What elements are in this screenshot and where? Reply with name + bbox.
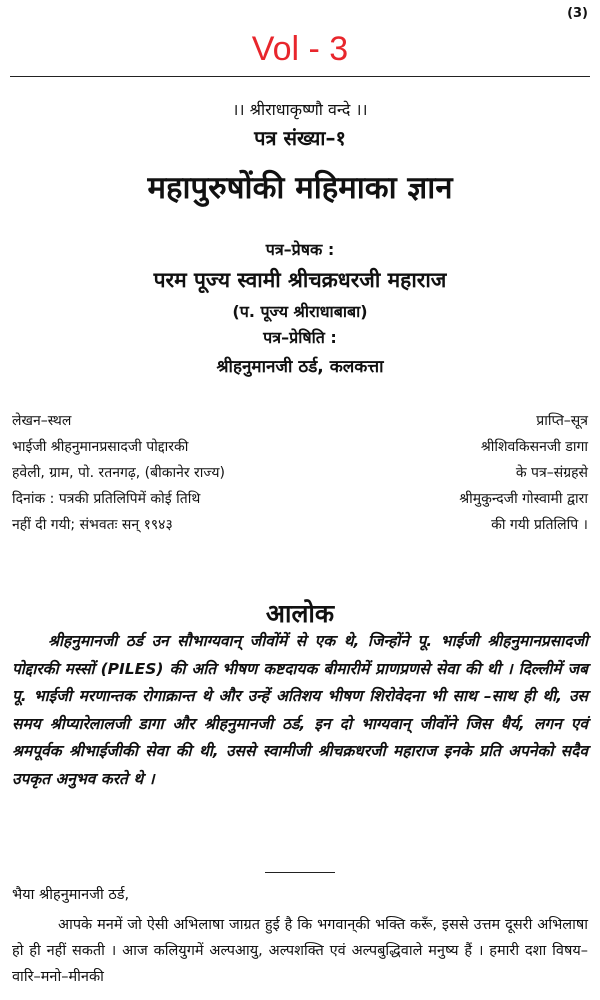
page-title: महापुरुषोंकी महिमाका ज्ञान	[147, 170, 453, 206]
sender-name: परम पूज्य स्वामी श्रीचक्रधरजी महाराज	[153, 268, 447, 292]
sender-alias: (प. पूज्य श्रीराधाबाबा)	[232, 302, 368, 321]
recipient-name: श्रीहनुमानजी ठर्ड, कलकत्ता	[216, 357, 384, 377]
writing-place-details	[12, 408, 225, 538]
header-rule	[10, 76, 590, 77]
section-paragraph: श्रीहनुमानजी ठर्ड उन सौभाग्यवान् जीवोंमें से एक थे, जिन्होंने पू. भाईजी श्रीहनुमानप्रसादजी पोद्दारकी मस्सों (PILES) की अति भीषण कष्टदायक बीमारीमें प्राणप्रणसे सेवा की थी । दिल्लीमें जब पू. भाईजी मरणान्तक रोगाक्रान्त थे और उन्हें अतिशय भीषण शिरोवेदना भी साथ –साथ ही थी, उस समय श्रीप्यारेलालजी डागा और श्रीहनुमानजी ठर्ड, इन दो भाग्यवान् जीवोंने जिस धैर्य, लगन एवं श्रमपूर्वक श्रीभाईजीकी सेवा की थी, उससे स्वामीजी श्रीचक्रधरजी महाराज इनके प्रति अपनेको सदैव उपकृत अनुभव करते थे ।	[12, 632, 588, 788]
letter-number: पत्र संख्या–१	[254, 126, 346, 150]
volume-label: Vol - 3	[251, 30, 349, 68]
detail-line: के पत्र–संग्रहसे	[515, 465, 588, 481]
detail-line: दिनांक : पत्रकी प्रतिलिपिमें कोई तिथि	[12, 491, 201, 507]
page-number: (3)	[567, 6, 588, 21]
detail-line: भाईजी श्रीहनुमानप्रसादजी पोद्दारकी	[12, 439, 189, 455]
detail-line: श्रीशिवकिसनजी डागा	[480, 439, 588, 455]
detail-line: प्राप्ति–सूत्र	[536, 413, 588, 429]
detail-line: हवेली, ग्राम, पो. रतनगढ़, (बीकानेर राज्य)	[12, 465, 225, 481]
detail-line: की गयी प्रतिलिपि ।	[491, 517, 588, 533]
sender-label: पत्र–प्रेषक :	[265, 240, 335, 259]
detail-line: श्रीमुकुन्दजी गोस्वामी द्वारा	[459, 491, 588, 507]
source-details	[459, 408, 588, 538]
detail-line: नहीं दी गयी; संभवतः सन् १९४३	[12, 517, 173, 533]
section-divider	[265, 872, 335, 873]
letter-greeting: भैया श्रीहनुमानजी ठर्ड,	[12, 887, 130, 903]
invocation: ।। श्रीराधाकृष्णौ वन्दे ।।	[232, 100, 368, 119]
letter-paragraph: आपके मनमें जो ऐसी अभिलाषा जाग्रत हुई है कि भगवान्‌की भक्ति करूँ, इससे उत्तम दूसरी अभिलाषा हो ही नहीं सकती । आज कलियुगमें अल्पआयु, अल्पशक्ति एवं अल्पबुद्धिवाले मनुष्य हैं । हमारी दशा विषय–वारि–मनो–मीनकी	[12, 917, 588, 985]
detail-line: लेखन–स्थल	[12, 413, 72, 429]
recipient-label: पत्र–प्रेषिति :	[263, 328, 337, 347]
section-title: आलोक	[265, 599, 335, 628]
letter-body	[12, 882, 588, 990]
